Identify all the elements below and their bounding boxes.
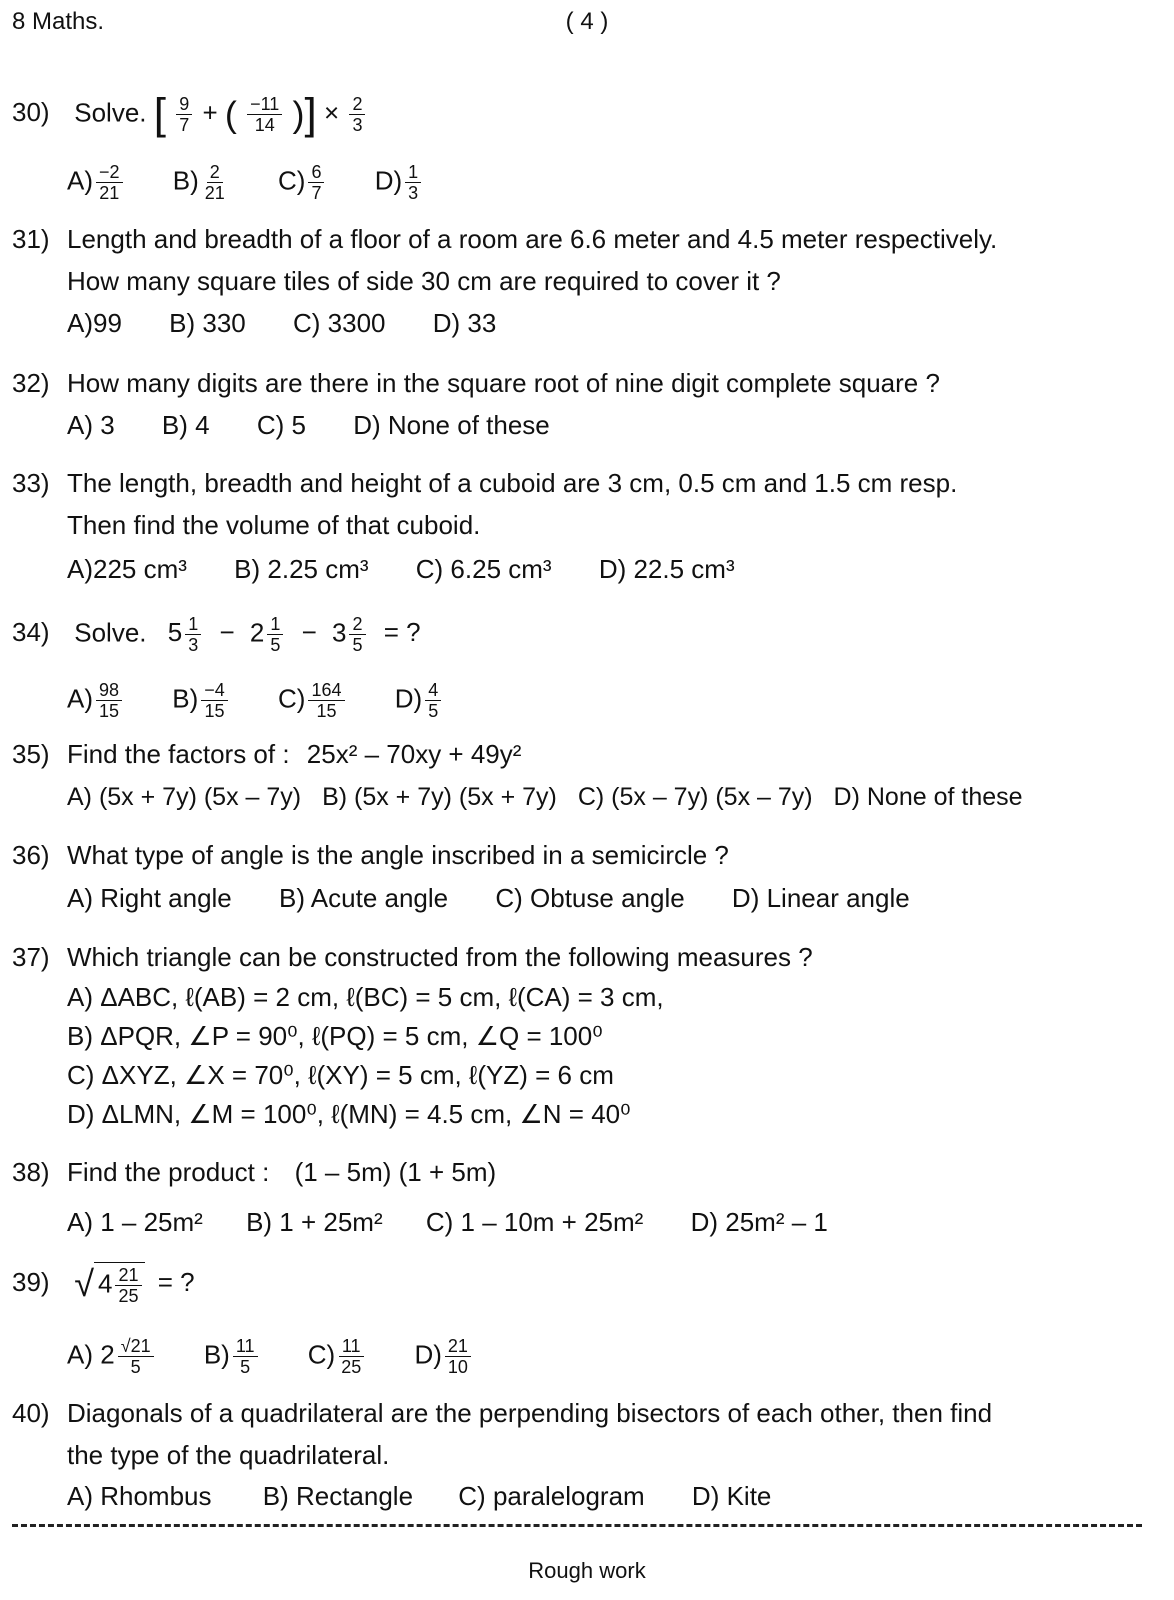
square-root: √ 4 $\frac{21}{25}$ [74,1262,144,1306]
option-c: C) $\frac{164}{15}$ [278,680,347,721]
option-37-c: C) ΔXYZ, ∠X = 70⁰, ℓ(XY) = 5 cm, ℓ(YZ) = 6 cm [67,1060,614,1090]
dashed-divider [12,1524,1142,1527]
option-b: B) $\frac{-4}{15}$ [172,680,231,721]
question-35: 35) Find the factors of : 25x² – 70xy + 49y² [12,739,522,769]
option-37-b: B) ΔPQR, ∠P = 90⁰, ℓ(PQ) = 5 cm, ∠Q = 100⁰ [67,1021,603,1051]
option-37-d: D) ΔLMN, ∠M = 100⁰, ℓ(MN) = 4.5 cm, ∠N = 40⁰ [67,1099,631,1129]
fraction: $\frac{-11}{14}$ [247,94,282,135]
option-b: B) $\frac{2}{21}$ [172,162,225,203]
option-b: B) 330 [169,308,246,338]
option-d: D) $\frac{1}{3}$ [375,162,424,203]
option-a: A) Rhombus [67,1481,212,1511]
option-d: D) 22.5 cm³ [598,554,735,584]
options-35 [67,780,1023,814]
option-d: D) Kite [691,1481,772,1511]
option-c: C) $\frac{6}{7}$ [278,162,327,203]
option-d: D) 25m² – 1 [690,1207,828,1237]
option-c: C) paralelogram [458,1481,645,1511]
option-d: D) $\frac{4}{5}$ [395,680,444,721]
option-d: D) $\frac{21}{10}$ [414,1336,473,1377]
option-c: C) Obtuse angle [495,883,685,913]
subject-header: 8 Maths. [12,8,105,35]
fraction: $\frac{2}{3}$ [349,94,365,135]
question-33: 33) The length, breadth and height of a cuboid are 3 cm, 0.5 cm and 1.5 cm resp. [12,468,958,498]
option-c: C) $\frac{11}{25}$ [308,1336,367,1377]
option-b: B) 4 [161,410,210,440]
option-c: C) 1 – 10m + 25m² [425,1207,644,1237]
options-33 [67,552,775,586]
option-b: B) 2.25 cm³ [234,554,369,584]
option-b: B) Rectangle [262,1481,414,1511]
option-a: A) $\frac{-2}{21}$ [67,162,126,203]
option-a: A) 2 $\frac{√21}{5}$ [67,1336,157,1377]
option-c: C) (5x – 7y) (5x – 7y) [577,783,813,811]
question-34: 34) Solve. 5 $\frac{1}{3}$ − 2 $\frac{1}{5}$ − 3 $\frac{2}{5}$ = ? [12,614,421,655]
fraction: $\frac{1}{5}$ [267,614,283,655]
options-34 [67,680,484,721]
question-40-line-2: the type of the quadrilateral. [67,1440,390,1470]
options-30 [67,162,464,203]
option-d: D) 33 [432,308,497,338]
options-39 [67,1336,514,1377]
options-40 [67,1479,771,1513]
option-b: B) Acute angle [279,883,449,913]
question-40: 40) Diagonals of a quadrilateral are the perpending bisectors of each other, then find [12,1398,993,1428]
options-38 [67,1205,828,1239]
option-c: C) 3300 [293,308,386,338]
question-38: 38) Find the product : (1 – 5m) (1 + 5m) [12,1157,497,1187]
question-31-line-2: How many square tiles of side 30 cm are required to cover it ? [67,266,781,296]
option-a: A) (5x + 7y) (5x – 7y) [67,783,302,811]
fraction: $\frac{9}{7}$ [176,94,192,135]
fraction: $\frac{1}{3}$ [185,614,201,655]
option-c: C) 6.25 cm³ [415,554,552,584]
question-36: 36) What type of angle is the angle inscribed in a semicircle ? [12,840,729,870]
option-d: D) None of these [833,783,1023,811]
options-31 [67,306,536,340]
page-number: ( 4 ) [565,8,609,35]
option-d: D) Linear angle [731,883,910,913]
options-32 [67,408,590,442]
question-37: 37) Which triangle can be constructed from the following measures ? [12,942,813,972]
option-b: B) $\frac{11}{5}$ [204,1336,261,1377]
option-a: A) 3 [67,410,115,440]
option-37-a: A) ΔABC, ℓ(AB) = 2 cm, ℓ(BC) = 5 cm, ℓ(CA) = 3 cm, [67,982,664,1012]
option-b: B) (5x + 7y) (5x + 7y) [322,783,557,811]
question-32: 32) How many digits are there in the square root of nine digit complete square ? [12,368,940,398]
option-b: B) 1 + 25m² [246,1207,383,1237]
question-39: 39) √ 4 $\frac{21}{25}$ = ? [12,1263,195,1306]
question-30: 30) Solve. [ $\frac{9}{7}$ + ( $\frac{-11}{14}$ )] × $\frac{2}{3}$ [12,94,368,135]
option-a: A)99 [67,308,122,338]
bleed-through [520,80,527,108]
option-d: D) None of these [353,410,550,440]
option-a: A) 1 – 25m² [67,1207,203,1237]
option-a: A)225 cm³ [67,554,187,584]
question-31: 31) Length and breadth of a floor of a room are 6.6 meter and 4.5 meter respectively. [12,224,998,254]
rough-work-label: Rough work [528,1558,646,1583]
question-33-line-2: Then find the volume of that cuboid. [67,510,481,540]
option-a: A) $\frac{98}{15}$ [67,680,125,721]
options-36 [67,881,950,915]
option-c: C) 5 [256,410,306,440]
fraction: $\frac{2}{5}$ [349,614,365,655]
option-a: A) Right angle [67,883,232,913]
